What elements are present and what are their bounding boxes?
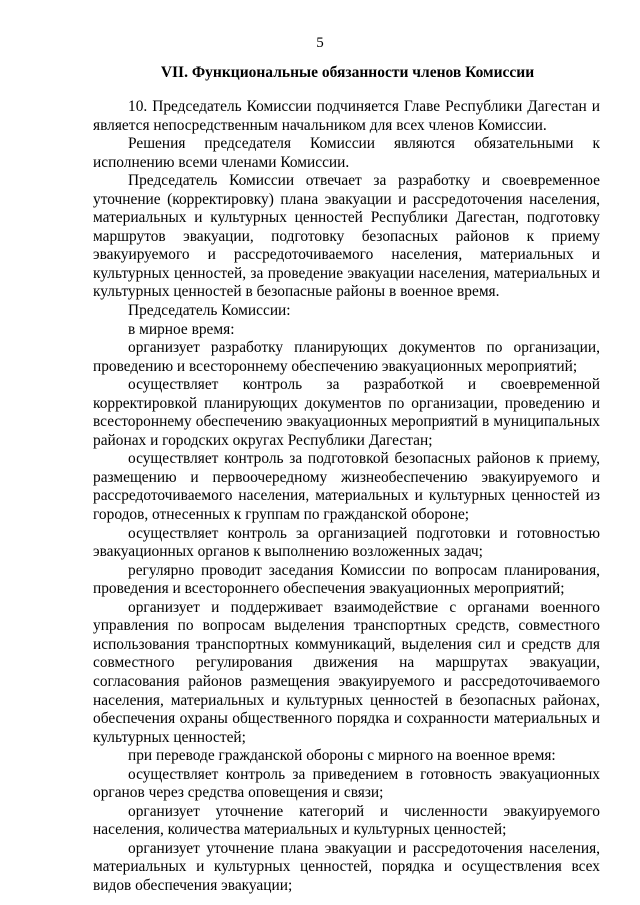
paragraph: осуществляет контроль за разработкой и своевременной корректировкой планирующих документов по организации, проведению и всестороннему обеспечению эвакуационных мероприятий в муниципальных районах и городских округах Республики Дагестан;: [93, 376, 600, 449]
paragraph: организует разработку планирующих документов по организации, проведению и всестороннему обеспечению эвакуационных мероприятий;: [93, 339, 600, 375]
paragraph: организует и поддерживает взаимодействие с органами военного управления по вопросам выделения транспортных средств, совместного использования транспортных коммуникаций, выделения сил и средств для совместного регулирования движения на маршрутах эвакуации, согласования районов размещения эвакуируемого и рассредоточиваемого населения, материальных и культурных ценностей в безопасных районах, обеспечения охраны общественного порядка и сохранности материальных и культурных ценностей;: [93, 598, 600, 746]
paragraph: Председатель Комиссии:: [128, 302, 291, 320]
page-number: 5: [316, 35, 324, 51]
paragraph: организует уточнение категорий и численности эвакуируемого населения, количества материальных и культурных ценностей;: [93, 802, 600, 839]
paragraph: осуществляет контроль за подготовкой безопасных районов к приему, размещению и первоочередному жизнеобеспечению эвакуируемого и рассредоточиваемого населения, материальных и культурных ценностей из городов, отнесенных к группам по гражданской обороне;: [93, 450, 600, 524]
paragraph: в мирное время:: [128, 320, 235, 338]
paragraph: Решения председателя Комиссии являются обязательными к исполнению всеми членами Комиссии.: [93, 135, 600, 171]
paragraph: Председатель Комиссии отвечает за разработку и своевременное уточнение (корректировку) плана эвакуации и рассредоточения населения, материальных и культурных ценностей Республики Дагестан, подготовку маршрутов эвакуации, подготовку безопасных районов к приему эвакуируемого и рассредоточиваемого населения, материальных и культурных ценностей, за проведение эвакуации населения, материальных и культурных ценностей в безопасные районы в военное время.: [93, 172, 600, 301]
paragraph: при переводе гражданской обороны с мирного на военное время:: [128, 747, 556, 765]
body-text: [93, 98, 600, 896]
paragraph: регулярно проводит заседания Комиссии по вопросам планирования, проведения и всестороннего обеспечения эвакуационных мероприятий;: [93, 561, 600, 598]
paragraph: осуществляет контроль за организацией подготовки и готовностью эвакуационных органов к выполнению возложенных задач;: [93, 524, 600, 561]
section-heading: VII. Функциональные обязанности членов Комиссии: [160, 64, 535, 81]
paragraph: 10. Председатель Комиссии подчиняется Главе Республики Дагестан и является непосредственным начальником для всех членов Комиссии.: [93, 98, 600, 134]
paragraph: осуществляет контроль за приведением в готовность эвакуационных органов через средства оповещения и связи;: [93, 765, 600, 802]
paragraph: организует уточнение плана эвакуации и рассредоточения населения, материальных и культурных ценностей, порядка и осуществления всех видов обеспечения эвакуации;: [93, 839, 600, 894]
